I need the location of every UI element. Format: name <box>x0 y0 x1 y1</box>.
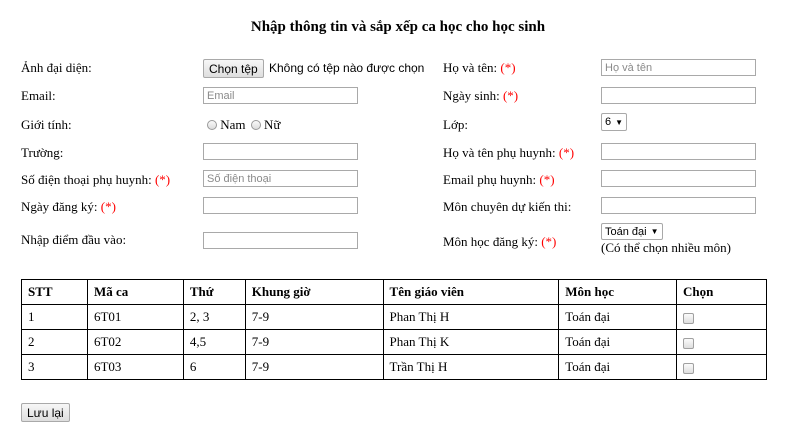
email-label: Email: <box>21 88 56 103</box>
cell-subject: Toán đại <box>559 305 677 330</box>
chevron-down-icon: ▼ <box>650 227 659 236</box>
cell-weekday: 6 <box>183 355 245 380</box>
required-mark: (*) <box>502 88 519 103</box>
parent-email-input[interactable] <box>601 170 756 187</box>
birthdate-input[interactable] <box>601 87 756 104</box>
class-select-value: 6 <box>605 116 612 128</box>
required-mark: (*) <box>558 145 575 160</box>
register-date-label: Ngày đăng ký: (*) <box>21 199 116 214</box>
cell-stt: 3 <box>22 355 88 380</box>
header-weekday: Thứ <box>183 280 245 305</box>
avatar-label: Ảnh đại diện: <box>21 60 92 75</box>
table-row <box>22 305 767 330</box>
fullname-label: Họ và tên: (*) <box>443 60 516 75</box>
parent-phone-label: Số điện thoại phụ huynh: (*) <box>21 172 171 187</box>
save-button[interactable]: Lưu lại <box>21 403 70 422</box>
cell-subject: Toán đại <box>559 355 677 380</box>
cell-stt: 1 <box>22 305 88 330</box>
parent-email-label: Email phụ huynh: (*) <box>443 172 555 187</box>
parent-name-input[interactable] <box>601 143 756 160</box>
required-mark: (*) <box>539 172 555 187</box>
page-title: Nhập thông tin và sắp xếp ca học cho học sinh <box>250 19 546 35</box>
header-teacher: Tên giáo viên <box>383 280 559 305</box>
gender-label: Giới tính: <box>21 117 72 132</box>
parent-phone-input[interactable] <box>203 170 358 187</box>
entry-score-input[interactable] <box>203 232 358 249</box>
cell-select <box>677 355 767 380</box>
cell-shift-code: 6T03 <box>87 355 183 380</box>
class-select[interactable] <box>601 113 627 131</box>
subjects-select-value: Toán đại <box>605 225 647 238</box>
choose-file-button[interactable]: Chọn tệp <box>203 59 264 78</box>
cell-shift-code: 6T02 <box>87 330 183 355</box>
fullname-input[interactable] <box>601 59 756 76</box>
class-label: Lớp: <box>443 117 468 132</box>
email-input[interactable] <box>203 87 358 104</box>
cell-teacher: Phan Thị K <box>383 330 559 355</box>
entry-score-label: Nhập điểm đầu vào: <box>21 232 127 247</box>
major-subject-input[interactable] <box>601 197 756 214</box>
header-time-slot: Khung giờ <box>245 280 383 305</box>
header-subject: Môn học <box>559 280 677 305</box>
subjects-label: Môn học đăng ký: (*) <box>443 234 557 249</box>
no-file-text: Không có tệp nào được chọn <box>269 61 425 75</box>
gender-female-label: Nữ <box>264 117 281 132</box>
gender-male-label: Nam <box>220 117 246 132</box>
major-subject-label: Môn chuyên dự kiến thi: <box>443 199 572 214</box>
header-stt: STT <box>22 280 88 305</box>
cell-time-slot: 7-9 <box>245 330 383 355</box>
cell-teacher: Phan Thị H <box>383 305 559 330</box>
cell-shift-code: 6T01 <box>87 305 183 330</box>
row-checkbox[interactable] <box>683 313 694 324</box>
subjects-select[interactable] <box>601 223 663 240</box>
school-input[interactable] <box>203 143 358 160</box>
gender-options <box>207 117 280 133</box>
table-row <box>22 330 767 355</box>
cell-select <box>677 305 767 330</box>
gender-female-radio[interactable] <box>251 120 261 130</box>
required-mark: (*) <box>154 172 171 187</box>
row-checkbox[interactable] <box>683 363 694 374</box>
required-mark: (*) <box>541 234 557 249</box>
cell-weekday: 4,5 <box>183 330 245 355</box>
cell-weekday: 2, 3 <box>183 305 245 330</box>
school-label: Trường: <box>21 145 64 160</box>
subjects-hint: (Có thể chọn nhiều môn) <box>601 240 731 255</box>
header-shift-code: Mã ca <box>87 280 183 305</box>
row-checkbox[interactable] <box>683 338 694 349</box>
parent-name-label: Họ và tên phụ huynh: (*) <box>443 145 575 160</box>
register-date-input[interactable] <box>203 197 358 214</box>
chevron-down-icon: ▼ <box>615 117 624 127</box>
required-mark: (*) <box>100 199 116 214</box>
table-row <box>22 355 767 380</box>
cell-select <box>677 330 767 355</box>
cell-time-slot: 7-9 <box>245 305 383 330</box>
gender-male-radio[interactable] <box>207 120 217 130</box>
cell-time-slot: 7-9 <box>245 355 383 380</box>
cell-teacher: Trần Thị H <box>383 355 559 380</box>
cell-stt: 2 <box>22 330 88 355</box>
required-mark: (*) <box>500 60 516 75</box>
cell-subject: Toán đại <box>559 330 677 355</box>
birthdate-label: Ngày sinh: (*) <box>443 88 519 103</box>
header-select: Chọn <box>677 280 767 305</box>
schedule-table <box>21 279 767 380</box>
table-header-row <box>22 280 767 305</box>
